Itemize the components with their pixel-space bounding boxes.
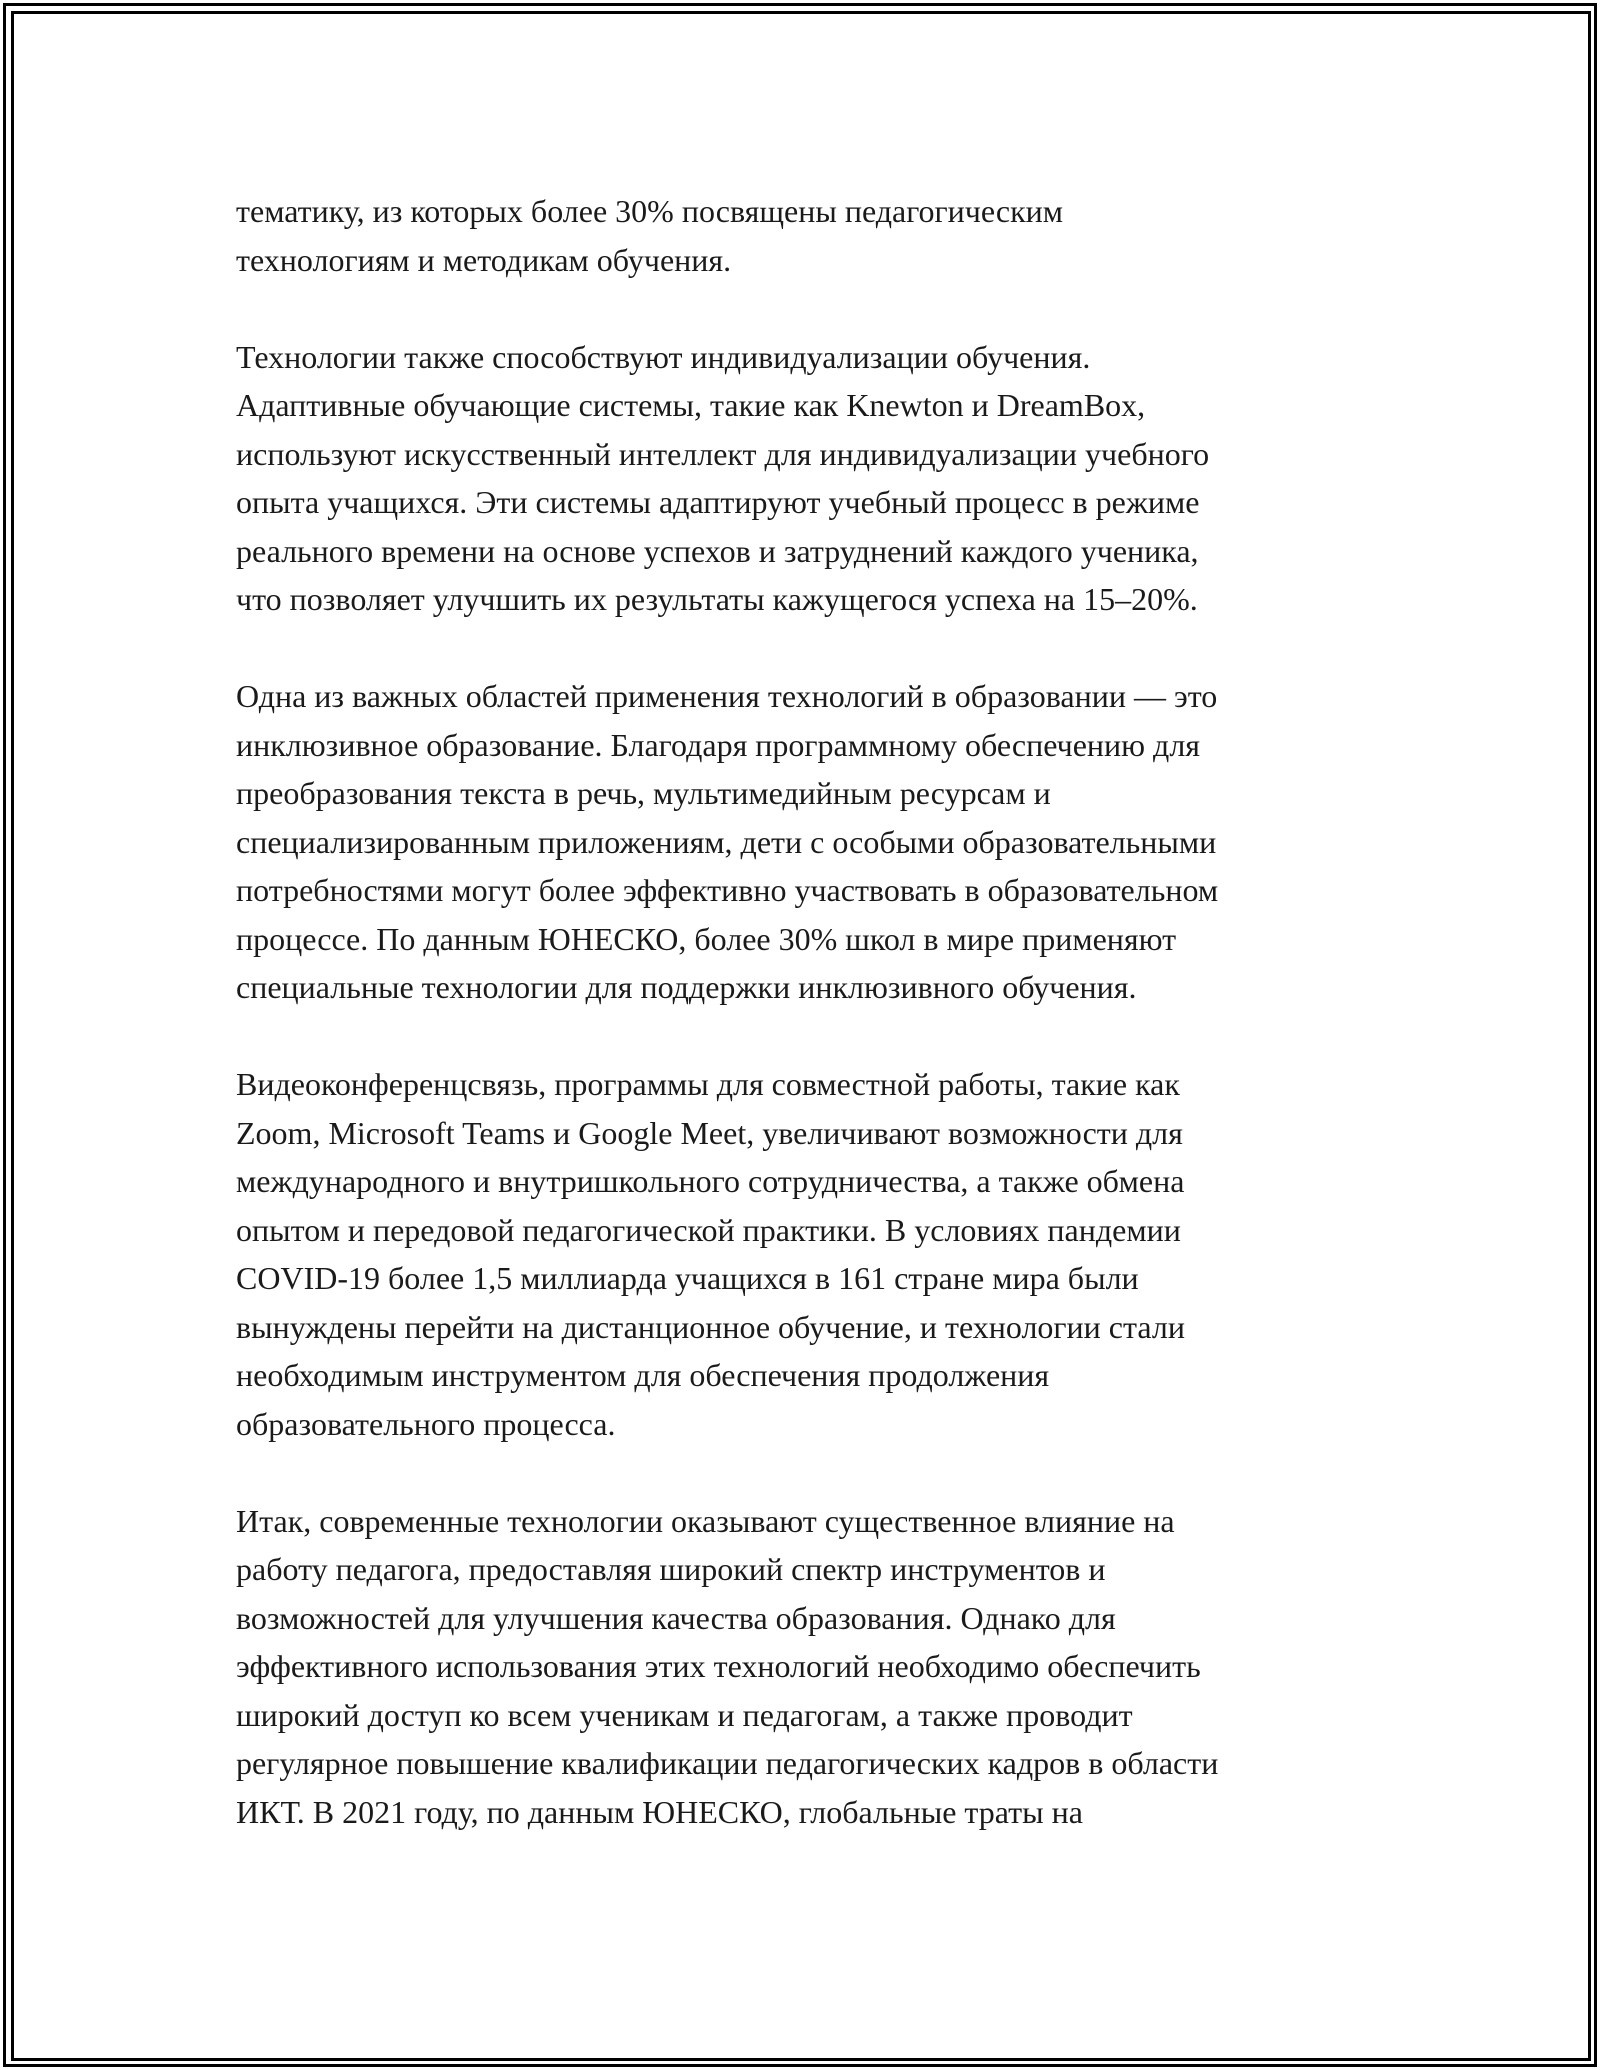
text-line: необходимым инструментом для обеспечения продолжения <box>236 1357 1050 1393</box>
text-line: эффективного использования этих технологий необходимо обеспечить <box>236 1648 1201 1684</box>
text-line: Zoom, Microsoft Teams и Google Meet, увеличивают возможности для <box>236 1114 1183 1151</box>
text-line: возможностей для улучшения качества образования. Однако для <box>236 1599 1116 1636</box>
paragraph-2 <box>236 333 1396 624</box>
text-line: Одна из важных областей применения технологий в образовании — это <box>236 678 1218 714</box>
text-line: преобразования текста в речь, мультимедийным ресурсам и <box>236 775 1051 811</box>
text-line: международного и внутришкольного сотрудничества, а также обмена <box>236 1163 1185 1199</box>
paragraph-1 <box>236 187 1396 284</box>
text-line: Видеоконференцсвязь, программы для совместной работы, такие как <box>236 1066 1180 1102</box>
text-line: Адаптивные обучающие системы, такие как Knewton и DreamBox, <box>236 387 1146 423</box>
text-line: технологиям и методикам обучения. <box>236 241 732 278</box>
text-line: специализированным приложениям, дети с особыми образовательными <box>236 823 1217 860</box>
text-line: используют искусственный интеллект для индивидуализации учебного <box>236 435 1210 472</box>
text-line: потребностями могут более эффективно участвовать в образовательном <box>236 872 1219 908</box>
text-line: образовательного процесса. <box>236 1405 616 1442</box>
text-line: что позволяет улучшить их результаты кажущегося успеха на 15–20%. <box>236 581 1198 617</box>
text-line: работу педагога, предоставляя широкий спектр инструментов и <box>236 1551 1106 1587</box>
text-line: процессе. По данным ЮНЕСКО, более 30% школ в мире применяют <box>236 920 1177 957</box>
text-line: широкий доступ ко всем ученикам и педагогам, а также проводит <box>236 1696 1133 1733</box>
text-line: опыта учащихся. Эти системы адаптируют учебный процесс в режиме <box>236 484 1200 520</box>
text-line: специальные технологии для поддержки инклюзивного обучения. <box>236 969 1137 1005</box>
document-body <box>236 187 1396 1836</box>
text-line: опытом и передовой педагогической практики. В условиях пандемии <box>236 1211 1181 1248</box>
text-line: Итак, современные технологии оказывают существенное влияние на <box>236 1502 1175 1539</box>
paragraph-5 <box>236 1497 1396 1837</box>
text-line: реального времени на основе успехов и затруднений каждого ученика, <box>236 532 1199 569</box>
text-line: вынуждены перейти на дистанционное обучение, и технологии стали <box>236 1308 1185 1345</box>
text-line: ИКТ. В 2021 году, по данным ЮНЕСКО, глобальные траты на <box>236 1793 1083 1830</box>
text-line: регулярное повышение квалификации педагогических кадров в области <box>236 1745 1219 1781</box>
text-line: тематику, из которых более 30% посвящены педагогическим <box>236 193 1063 229</box>
text-line: COVID-19 более 1,5 миллиарда учащихся в 161 стране мира были <box>236 1260 1139 1296</box>
text-line: инклюзивное образование. Благодаря программному обеспечению для <box>236 726 1201 763</box>
paragraph-3 <box>236 672 1396 1012</box>
text-line: Технологии также способствуют индивидуализации обучения. <box>236 338 1091 375</box>
paragraph-4 <box>236 1060 1396 1448</box>
